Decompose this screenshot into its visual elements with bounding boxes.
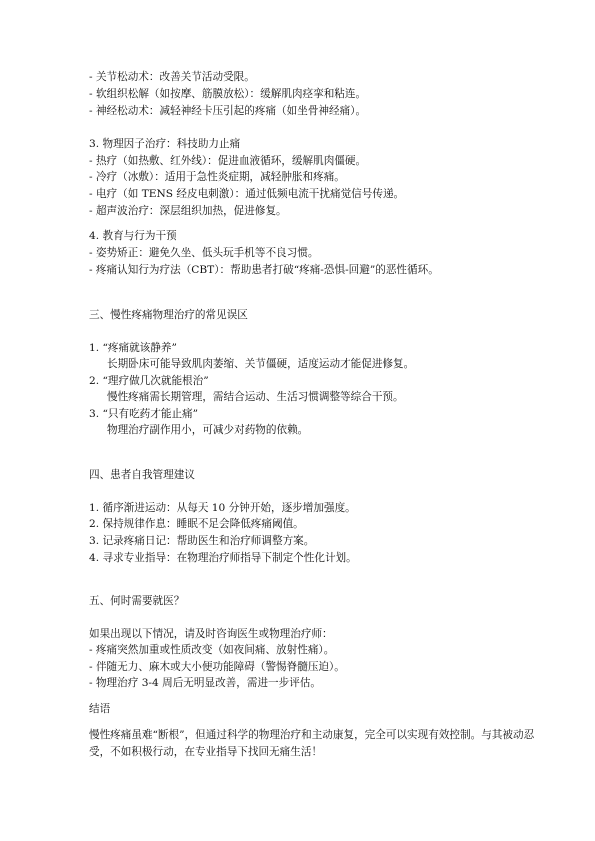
- list-item: - 物理治疗 3-4 周后无明显改善，需进一步评估。: [89, 677, 322, 689]
- subsection-heading: 3. 物理因子治疗：科技助力止痛: [89, 138, 241, 150]
- list-item: - 伴随无力、麻木或大小便功能障碍（警惕脊髓压迫）。: [89, 661, 345, 673]
- list-item: 1. 循序渐进运动：从每天 10 分钟开始，逐步增加强度。: [89, 502, 356, 514]
- numbered-item-label: 3. “只有吃药才能止痛”: [89, 408, 199, 420]
- section-title: 五、何时需要就医？: [89, 595, 185, 607]
- list-item: - 热疗（如热敷、红外线）：促进血液循环，缓解肌肉僵硬。: [89, 155, 367, 167]
- list-item: - 电疗（如 TENS 经皮电刺激）：通过低频电流干扰痛觉信号传递。: [89, 188, 405, 200]
- list-item: - 关节松动术：改善关节活动受限。: [89, 71, 255, 83]
- section-title: 三、慢性疼痛物理治疗的常见误区: [89, 309, 248, 321]
- numbered-item-detail: 物理治疗副作用小，可减少对药物的依赖。: [107, 424, 309, 436]
- numbered-item-detail: 长期卧床可能导致肌肉萎缩、关节僵硬，适度运动才能促进修复。: [107, 358, 415, 370]
- list-item: - 冷疗（冰敷）：适用于急性炎症期，减轻肿胀和疼痛。: [89, 171, 345, 183]
- numbered-item-label: 1. “疼痛就该静养”: [89, 342, 177, 354]
- paragraph: 如果出现以下情况，请及时咨询医生或物理治疗师：: [89, 628, 333, 640]
- list-item: 2. 保持规律作息：睡眠不足会降低疼痛阈值。: [89, 518, 304, 530]
- section-title: 四、患者自我管理建议: [89, 469, 195, 481]
- conclusion-paragraph: 慢性疼痛虽难“断根”，但通过科学的物理治疗和主动康复，完全可以实现有效控制。与其被动忍受，不如积极行动，在专业指导下找回无痛生活！: [89, 729, 535, 758]
- list-item: - 神经松动术：减轻神经卡压引起的疼痛（如坐骨神经痛）。: [89, 105, 367, 117]
- numbered-item-detail: 慢性疼痛需长期管理，需结合运动、生活习惯调整等综合干预。: [107, 391, 404, 403]
- list-item: - 疼痛突然加重或性质改变（如夜间痛、放射性痛）。: [89, 644, 335, 656]
- list-item: - 软组织松解（如按摩、筋膜放松）：缓解肌肉痉挛和粘连。: [89, 88, 367, 100]
- list-item: - 姿势矫正：避免久坐、低头玩手机等不良习惯。: [89, 247, 319, 259]
- list-item: - 疼痛认知行为疗法（CBT）：帮助患者打破“疼痛-恐惧-回避”的恶性循环。: [89, 264, 439, 276]
- list-item: 4. 寻求专业指导：在物理治疗师指导下制定个性化计划。: [89, 552, 357, 564]
- numbered-item-label: 2. “理疗做几次就能根治”: [89, 375, 209, 387]
- conclusion-title: 结语: [89, 703, 111, 715]
- list-item: - 超声波治疗：深层组织加热，促进修复。: [89, 205, 287, 217]
- subsection-heading: 4. 教育与行为干预: [89, 230, 177, 242]
- list-item: 3. 记录疼痛日记：帮助医生和治疗师调整方案。: [89, 535, 315, 547]
